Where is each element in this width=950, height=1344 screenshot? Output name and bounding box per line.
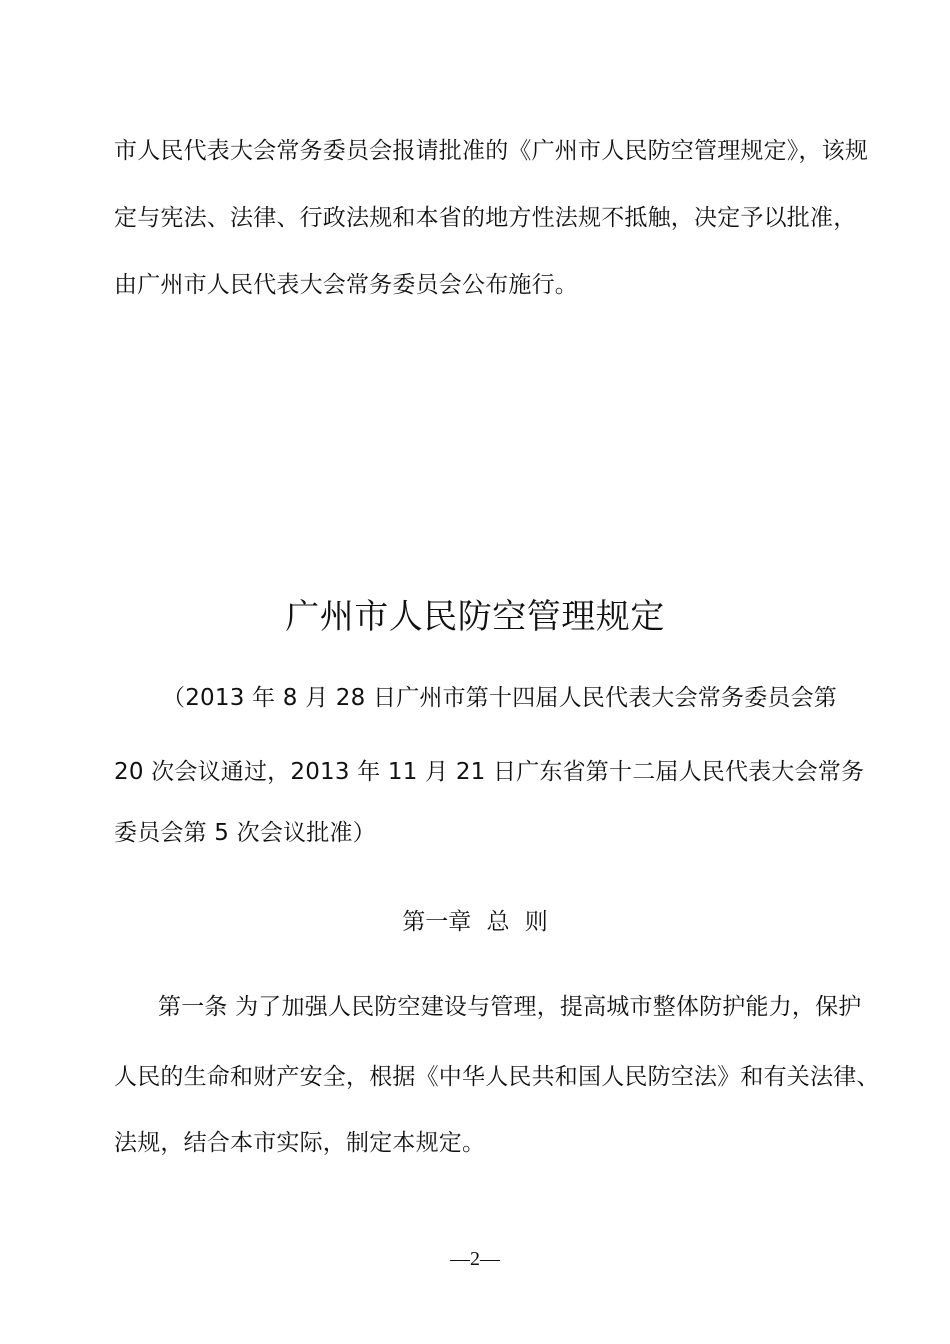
document-title: 广州市人民防空管理规定 bbox=[285, 597, 665, 637]
intro-line-1: 市人民代表大会常务委员会报请批准的《广州市人民防空管理规定》，该规 bbox=[114, 138, 869, 164]
note-line-3: 委员会第 5 次会议批准） bbox=[114, 820, 376, 846]
chapter-heading: 第一章 总 则 bbox=[402, 909, 548, 935]
page-number: —2— bbox=[450, 1248, 500, 1270]
article-line-2: 人民的生命和财产安全，根据《中华人民共和国人民防空法》和有关法律、 bbox=[114, 1064, 880, 1090]
article-line-3: 法规，结合本市实际，制定本规定。 bbox=[114, 1130, 486, 1156]
intro-line-3: 由广州市人民代表大会常务委员会公布施行。 bbox=[114, 272, 578, 298]
article-line-1: 第一条 为了加强人民防空建设与管理，提高城市整体防护能力，保护 bbox=[158, 994, 862, 1020]
note-line-1: （2013 年 8 月 28 日广州市第十四届人民代表大会常务委员会第 bbox=[162, 685, 837, 711]
intro-line-2: 定与宪法、法律、行政法规和本省的地方性法规不抵触，决定予以批准， bbox=[114, 205, 857, 231]
note-line-2: 20 次会议通过，2013 年 11 月 21 日广东省第十二届人民代表大会常务 bbox=[114, 759, 865, 785]
